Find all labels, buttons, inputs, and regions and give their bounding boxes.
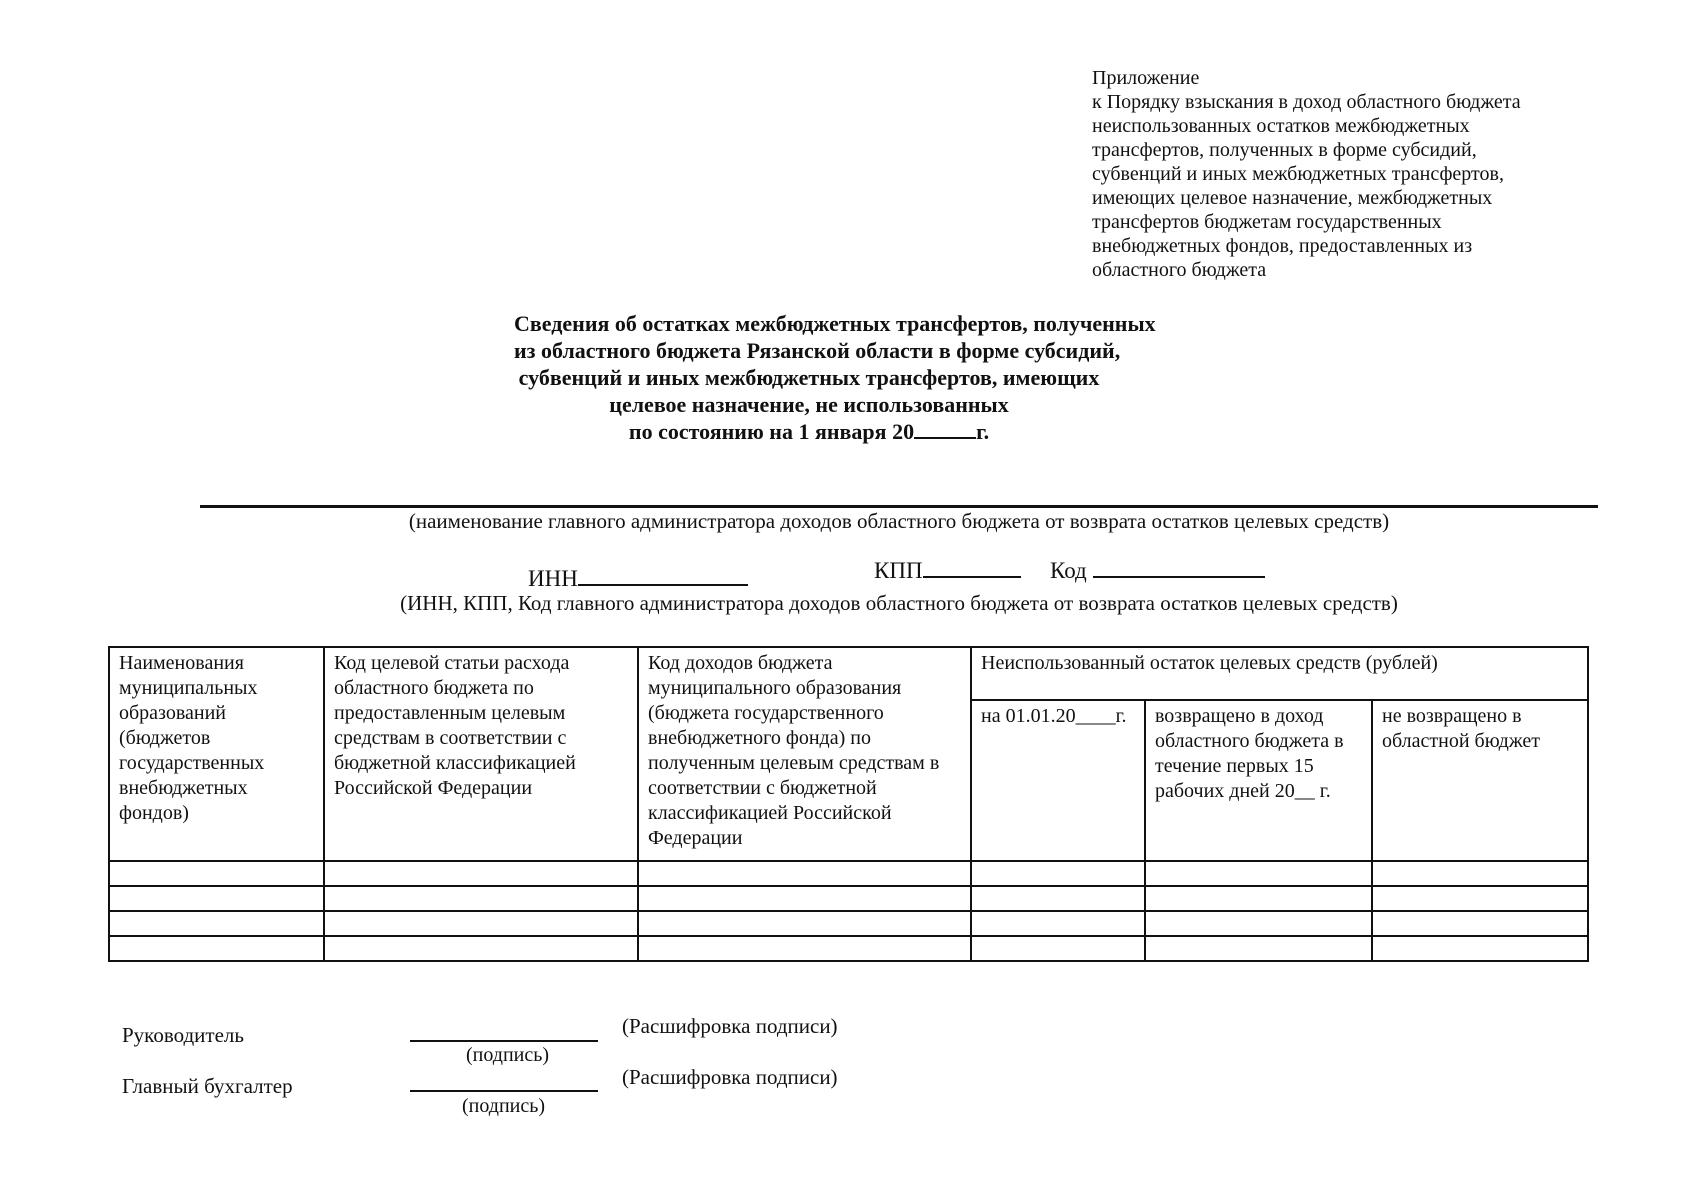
- kpp-field[interactable]: [923, 554, 1021, 578]
- table-cell[interactable]: [1372, 936, 1588, 961]
- document-title: [514, 310, 1156, 445]
- table-cell[interactable]: [971, 886, 1145, 911]
- appendix-line: областного бюджета: [1092, 259, 1267, 281]
- table-cell[interactable]: [109, 911, 324, 936]
- table-cell[interactable]: [1372, 861, 1588, 886]
- header-not-returned: не возвращено в областной бюджет: [1372, 700, 1588, 861]
- header-income-code: Код доходов бюджета муниципального образования (бюджета государственного внебюджетного фонда) по полученным целевым средствам в соответствии с бюджетной классификацией Российской Федерации: [638, 647, 971, 861]
- appendix-line: внебюджетных фондов, предоставленных из: [1092, 235, 1473, 257]
- accountant-sign-caption: (подпись): [462, 1095, 546, 1117]
- code-group: [1050, 554, 1265, 585]
- table-cell[interactable]: [638, 861, 971, 886]
- table-cell[interactable]: [1145, 861, 1372, 886]
- header-returned: возвращено в доход областного бюджета в течение первых 15 рабочих дней 20__ г.: [1145, 700, 1372, 861]
- kpp-label: КПП: [874, 558, 923, 583]
- residuals-table: [108, 646, 1589, 962]
- header-balance-date: на 01.01.20____г.: [971, 700, 1145, 861]
- accountant-signature-field[interactable]: [410, 1090, 598, 1092]
- accountant-decode-label: (Расшифровка подписи): [622, 1065, 838, 1089]
- title-date-prefix: по состоянию на 1 января 20: [628, 419, 915, 444]
- appendix-line: субвенций и иных межбюджетных трансфертов,: [1092, 163, 1504, 185]
- codes-caption: (ИНН, КПП, Код главного администратора доходов областного бюджета от возврата остатков целевых средств): [400, 591, 1398, 615]
- title-date-suffix: г.: [976, 419, 990, 444]
- table-cell[interactable]: [971, 911, 1145, 936]
- table-cell[interactable]: [324, 911, 638, 936]
- header-unused-balance: Неиспользованный остаток целевых средств (рублей): [971, 647, 1588, 700]
- title-line: целевое назначение, не использованных: [609, 392, 1009, 417]
- year-blank-field[interactable]: [914, 419, 976, 439]
- head-decode-label: (Расшифровка подписи): [622, 1014, 838, 1038]
- table-cell[interactable]: [1372, 911, 1588, 936]
- title-line: Сведения об остатках межбюджетных трансфертов, полученных: [514, 311, 1156, 336]
- table-row: [109, 911, 1588, 936]
- table-cell[interactable]: [1145, 886, 1372, 911]
- table-row: [109, 861, 1588, 886]
- appendix-line: неиспользованных остатков межбюджетных: [1092, 115, 1470, 137]
- title-line: субвенций и иных межбюджетных трансфертов, имеющих: [518, 365, 1100, 390]
- table-cell[interactable]: [1145, 936, 1372, 961]
- title-date-line: [514, 418, 1104, 445]
- table-cell[interactable]: [1372, 886, 1588, 911]
- table-row: [109, 886, 1588, 911]
- table-header-row: [109, 647, 1588, 700]
- head-signature-field[interactable]: [410, 1040, 598, 1042]
- table-cell[interactable]: [638, 911, 971, 936]
- code-label: Код: [1050, 558, 1087, 583]
- title-line: из областного бюджета Рязанской области в форме субсидий,: [514, 338, 1121, 363]
- table-cell[interactable]: [109, 861, 324, 886]
- table-cell[interactable]: [109, 936, 324, 961]
- code-field[interactable]: [1093, 554, 1265, 578]
- administrator-caption: (наименование главного администратора доходов областного бюджета от возврата остатков целевых средств): [408, 509, 1390, 533]
- head-sign-caption: (подпись): [466, 1044, 550, 1066]
- table-cell[interactable]: [109, 886, 324, 911]
- appendix-line: трансфертов, полученных в форме субсидий,: [1092, 139, 1477, 161]
- head-label: Руководитель: [122, 1023, 244, 1047]
- table-cell[interactable]: [324, 861, 638, 886]
- appendix-note: [1092, 66, 1612, 282]
- inn-group: [528, 562, 748, 593]
- table-cell[interactable]: [971, 861, 1145, 886]
- accountant-label: Главный бухгалтер: [122, 1074, 293, 1098]
- kpp-group: [874, 554, 1021, 585]
- table-cell[interactable]: [324, 886, 638, 911]
- appendix-line: к Порядку взыскания в доход областного бюджета: [1092, 91, 1521, 113]
- inn-label: ИНН: [528, 566, 578, 591]
- header-target-article-code: Код целевой статьи расхода областного бюджета по предоставленным целевым средствам в соответствии с бюджетной классификацией Российской Федерации: [324, 647, 638, 861]
- appendix-line: имеющих целевое назначение, межбюджетных: [1092, 187, 1493, 209]
- inn-field[interactable]: [578, 562, 748, 586]
- table-row: [109, 936, 1588, 961]
- table-cell[interactable]: [638, 936, 971, 961]
- table-cell[interactable]: [971, 936, 1145, 961]
- table-cell[interactable]: [324, 936, 638, 961]
- header-municipalities: Наименования муниципальных образований (бюджетов государственных внебюджетных фондов): [109, 647, 324, 861]
- appendix-line: трансфертов бюджетам государственных: [1092, 211, 1442, 233]
- table-cell[interactable]: [1145, 911, 1372, 936]
- table-cell[interactable]: [638, 886, 971, 911]
- appendix-line: Приложение: [1092, 67, 1200, 89]
